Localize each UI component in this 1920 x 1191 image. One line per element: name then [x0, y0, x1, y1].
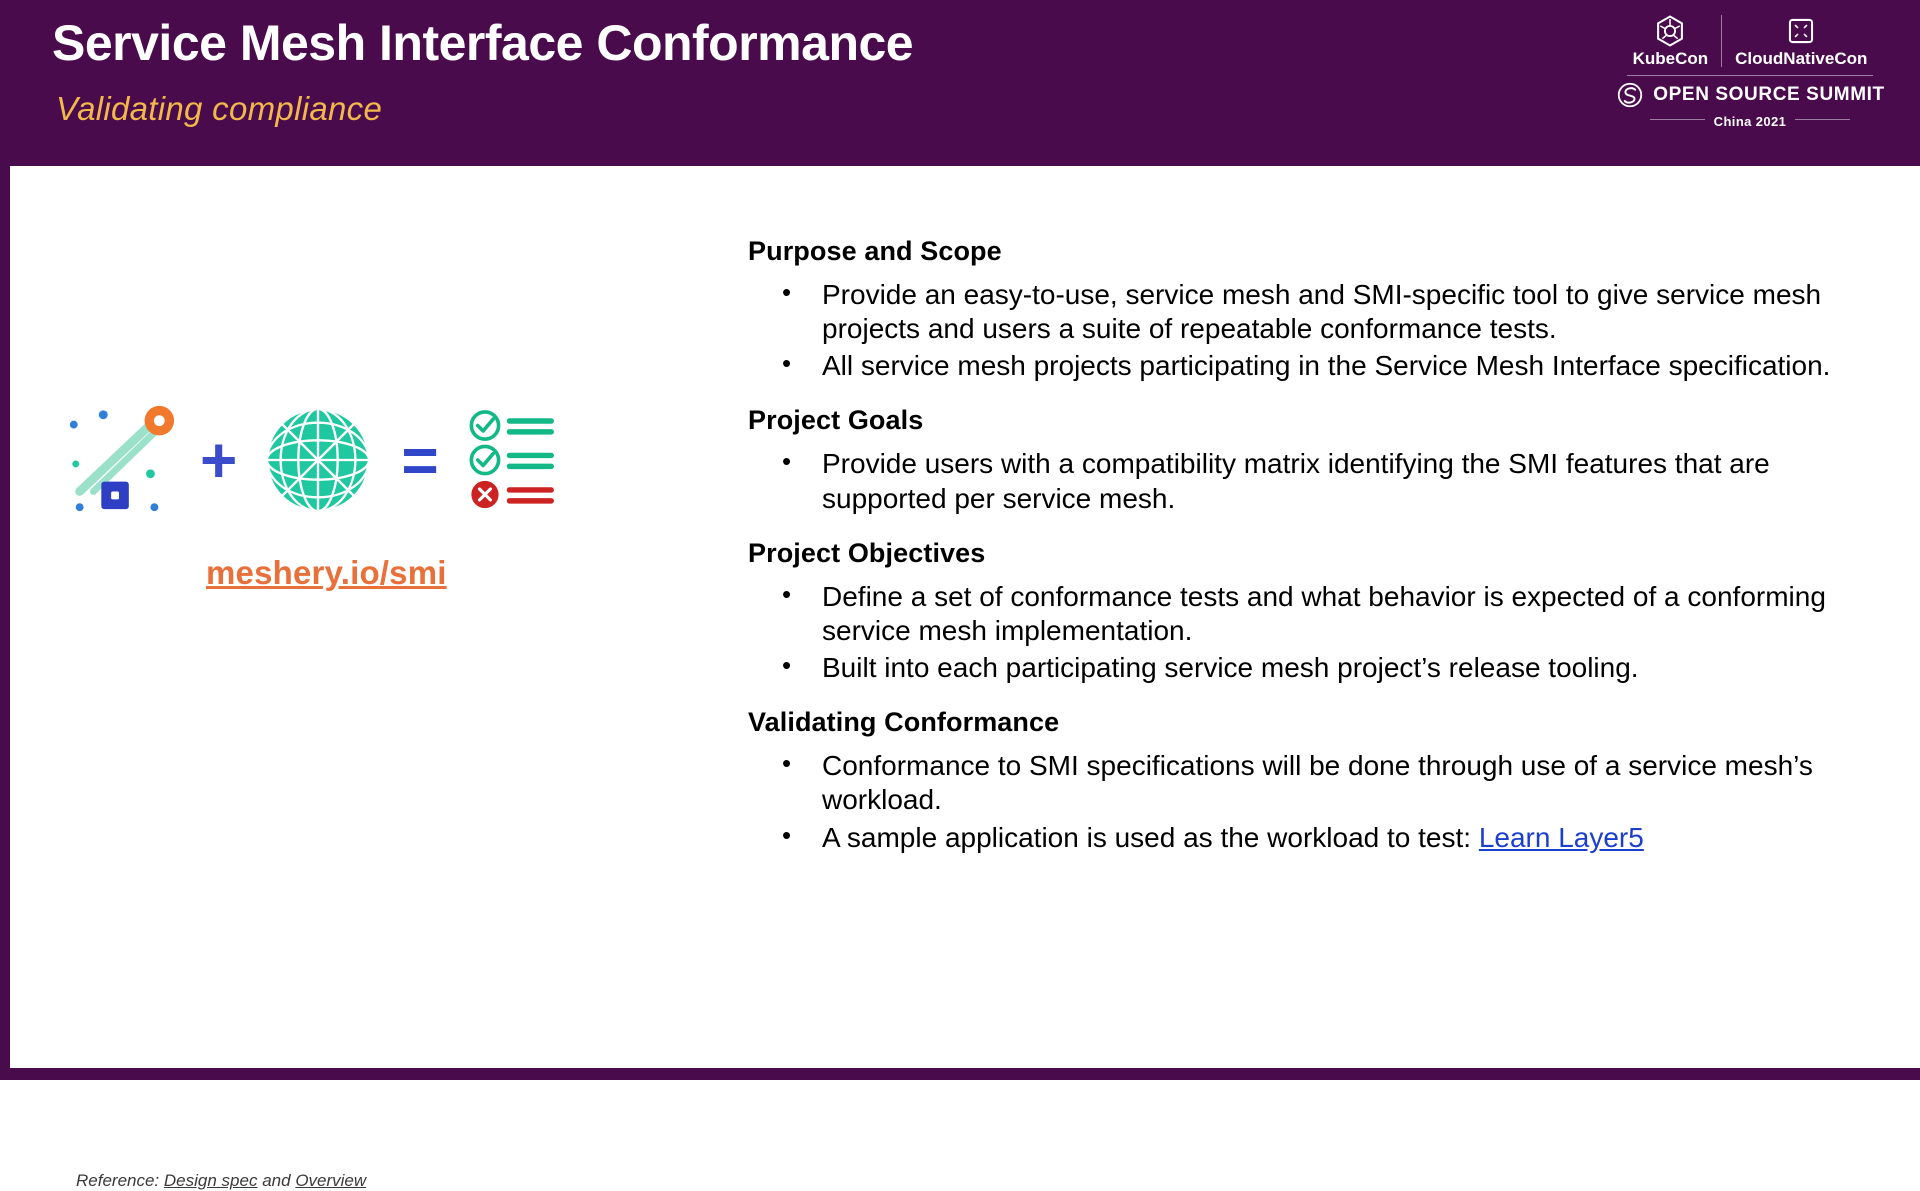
- summit-row: [1615, 80, 1884, 110]
- meshery-smi-link[interactable]: meshery.io/smi: [206, 554, 447, 591]
- meshery-logo-icon: [60, 401, 178, 519]
- equals-operator: =: [401, 424, 439, 496]
- overview-link[interactable]: Overview: [295, 1171, 367, 1190]
- reference-note: [76, 1171, 366, 1191]
- conference-logo: [1616, 10, 1884, 148]
- design-spec-link[interactable]: Design spec: [163, 1171, 258, 1190]
- logo-year-row: [1650, 110, 1850, 129]
- kubecon-logo: [1633, 14, 1709, 69]
- reference-prefix: Reference:: [76, 1171, 160, 1190]
- conformance-results-icon: [465, 401, 583, 519]
- section-heading-purpose-and-scope: Purpose and Scope: [748, 236, 1002, 266]
- bottom-edge-accent: [0, 1068, 1920, 1080]
- list-item: • Provide an easy-to-use, service mesh and SMI-specific tool to give service mesh projects and users a suite of repeatable conformance tests.: [770, 278, 1878, 346]
- bullet-list-project-goals: [770, 447, 1878, 515]
- cloudnativecon-label: CloudNativeCon: [1735, 48, 1868, 68]
- bullet-list-validating-conformance: [770, 749, 1878, 854]
- equation-graphic: [60, 390, 660, 530]
- bullet-list-project-objectives: [770, 580, 1878, 685]
- list-item: • All service mesh projects participating in the Service Mesh Interface specification.: [770, 349, 1878, 383]
- page-title: Service Mesh Interface Conformance: [52, 15, 914, 71]
- content-column: [748, 236, 1878, 858]
- learn-layer5-link[interactable]: Learn Layer5: [1478, 821, 1644, 853]
- section-heading-project-objectives: Project Objectives: [748, 537, 986, 568]
- list-item: • Define a set of conformance tests and what behavior is expected of a conforming service mesh implementation.: [770, 580, 1878, 648]
- cloudnativecon-logo: [1735, 14, 1867, 69]
- kubernetes-helm-icon: [1653, 14, 1687, 48]
- reference-joiner: and: [262, 1171, 291, 1190]
- summit-label: OPEN SOURCE SUMMIT: [1653, 84, 1885, 105]
- list-item: • Conformance to SMI specifications will be done through use of a service mesh’s workload.: [770, 749, 1878, 817]
- logo-top-row: [1633, 10, 1868, 72]
- section-heading-project-goals: Project Goals: [748, 405, 924, 436]
- logo-divider: [1721, 15, 1722, 67]
- logo-rule: [1627, 75, 1873, 76]
- page-subtitle: Validating compliance: [56, 90, 383, 127]
- left-edge-accent: [0, 166, 10, 1080]
- event-year-label: China 2021: [1713, 114, 1787, 129]
- list-item: • Built into each participating service mesh project’s release tooling.: [770, 651, 1878, 685]
- plus-operator: +: [200, 424, 238, 496]
- bullet-list-purpose-and-scope: [770, 278, 1878, 383]
- cncf-cube-icon: [1784, 14, 1818, 48]
- service-mesh-icon: [259, 401, 377, 519]
- logo-year-rule-right: [1795, 119, 1850, 120]
- open-source-summit-icon: [1615, 80, 1645, 110]
- list-item: • Provide users with a compatibility matrix identifying the SMI features that are supported per service mesh.: [770, 447, 1878, 515]
- section-heading-validating-conformance: Validating Conformance: [748, 707, 1060, 738]
- logo-year-rule-left: [1650, 119, 1705, 120]
- slide-header: [0, 0, 1920, 166]
- kubecon-label: KubeCon: [1632, 48, 1709, 68]
- list-item-text: A sample application is used as the workload to test:: [822, 821, 1479, 853]
- list-item: [770, 821, 1878, 855]
- left-column: [0, 166, 740, 1190]
